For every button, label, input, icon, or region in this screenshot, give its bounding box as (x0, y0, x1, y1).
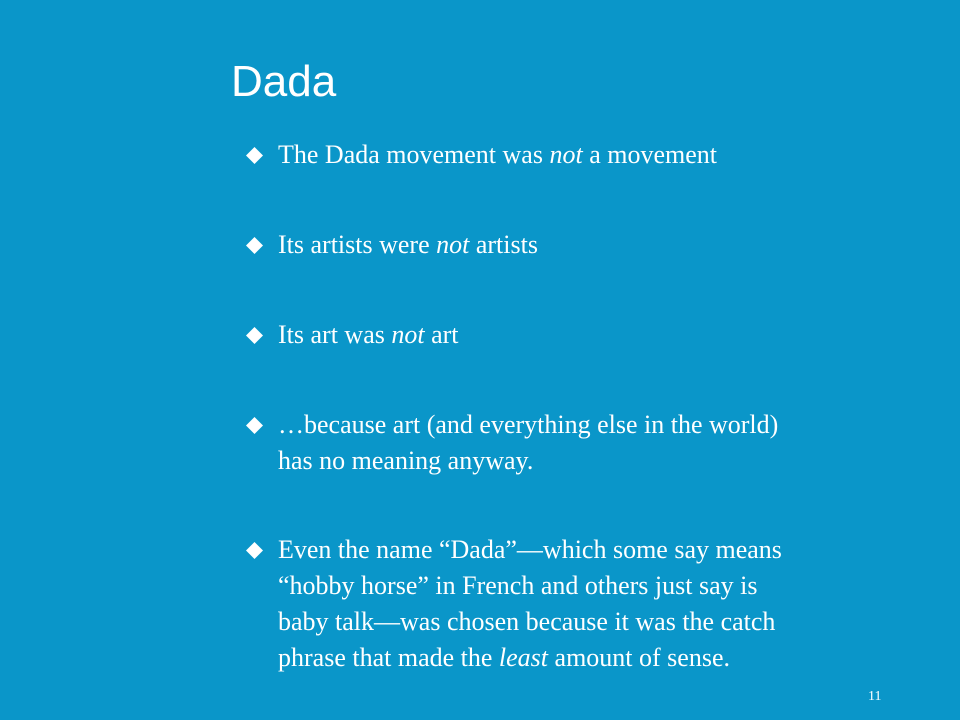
slide-number: 11 (868, 689, 882, 704)
bullet-text-end: art (424, 320, 459, 349)
bullet-text-start: The Dada movement was (278, 140, 550, 169)
bullet-text-end: artists (469, 230, 538, 259)
slide-title: Dada (231, 57, 337, 106)
bullet-text-line: baby talk—was chosen because it was the catch (278, 607, 776, 636)
bullet-item (246, 532, 906, 676)
bullet-emphasis: least (498, 643, 549, 672)
bullet-text (278, 317, 906, 353)
bullet-text-start: Its art was (278, 320, 392, 349)
bullet-emphasis: not (436, 230, 470, 259)
bullet-text-line: has no meaning anyway. (278, 446, 534, 475)
bullet-item (246, 227, 906, 263)
bullet-text-start: phrase that made the (278, 643, 499, 672)
diamond-bullet-icon (246, 542, 263, 559)
bullet-text-end: a movement (582, 140, 717, 169)
diamond-bullet-icon (246, 147, 263, 164)
bullet-text (278, 227, 906, 263)
bullet-text-start: Its artists were (278, 230, 437, 259)
bullet-emphasis: not (549, 140, 583, 169)
bullet-text-line: Even the name “Dada”—which some say means (278, 535, 782, 564)
bullet-emphasis: not (391, 320, 425, 349)
diamond-bullet-icon (246, 417, 263, 434)
bullet-item (246, 407, 906, 479)
bullet-text-line: “hobby horse” in French and others just say is (278, 571, 758, 600)
diamond-bullet-icon (246, 237, 263, 254)
bullet-text (278, 137, 906, 173)
bullet-text-end: amount of sense. (548, 643, 730, 672)
bullet-item (246, 317, 906, 353)
bullet-text-line (278, 640, 906, 676)
diamond-bullet-icon (246, 327, 263, 344)
bullet-item (246, 137, 906, 173)
bullet-text-line: …because art (and everything else in the world) (278, 410, 779, 439)
